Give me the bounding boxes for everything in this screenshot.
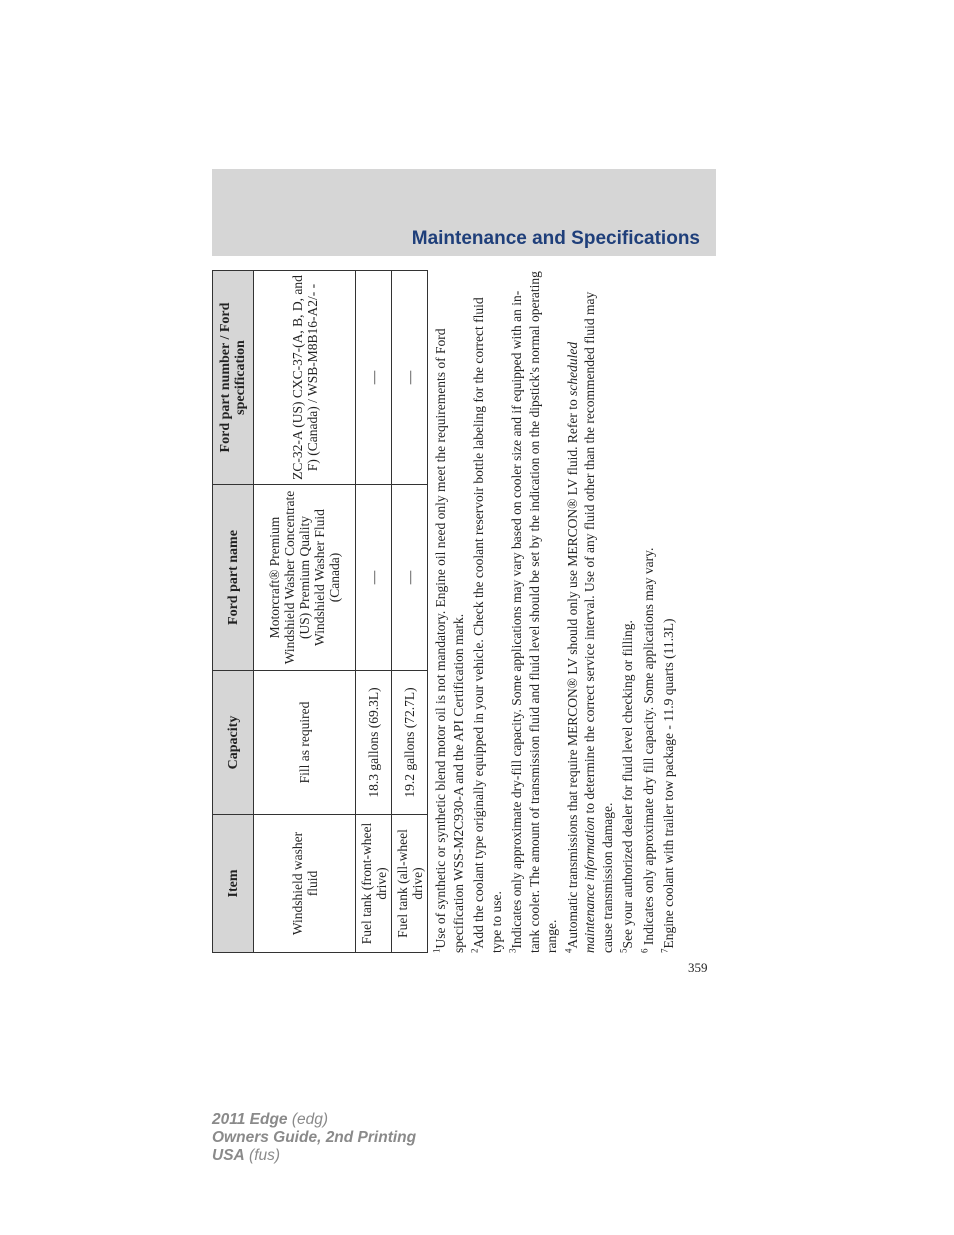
footer-market-code: (fus) bbox=[244, 1147, 281, 1164]
footnote-text: to determine the correct service interval. Use of any fluid other than the recommended fluid may cause transmission damage. bbox=[582, 291, 615, 953]
footnote-7 bbox=[660, 271, 678, 953]
table-header-row bbox=[213, 271, 254, 953]
cell-item: Fuel tank (front-wheel drive) bbox=[356, 815, 392, 953]
footnote-text: Use of synthetic or synthetic blend motor oil is not mandatory. Engine oil need only meet the requirements of Ford specification WSS-M2C930-A and the API Certification mark. bbox=[433, 328, 466, 953]
footnote-reference-link-text: scheduled maintenance information bbox=[564, 341, 597, 953]
column-header-part-name: Ford part name bbox=[213, 485, 254, 671]
table-row bbox=[356, 271, 392, 953]
table-row bbox=[392, 271, 428, 953]
page-number: 359 bbox=[688, 960, 708, 975]
cell-part-number: — bbox=[356, 271, 392, 485]
footnote-6 bbox=[640, 271, 658, 953]
cell-capacity: 19.2 gallons (72.7L) bbox=[392, 671, 428, 815]
footnote-text: Add the coolant type originally equipped in your vehicle. Check the coolant reservoir bottle labeling for the correct fluid type to use. bbox=[471, 297, 504, 953]
footnote-4 bbox=[564, 271, 617, 953]
document-footer bbox=[212, 1111, 416, 1165]
footnote-5 bbox=[619, 271, 637, 953]
footnotes bbox=[432, 271, 681, 953]
cell-capacity: 18.3 gallons (69.3L) bbox=[356, 671, 392, 815]
section-title: Maintenance and Specifications bbox=[411, 228, 700, 249]
footer-market: USA bbox=[212, 1147, 245, 1164]
cell-part-name: — bbox=[392, 485, 428, 671]
cell-item: Windshield washer fluid bbox=[254, 815, 356, 953]
footnote-marker: 2 bbox=[469, 948, 480, 953]
footnote-text: Indicates only approximate dry fill capacity. Some applications may vary. bbox=[640, 547, 656, 949]
footer-line-market bbox=[212, 1147, 416, 1165]
footer-line-model bbox=[212, 1111, 416, 1129]
footer-model: 2011 Edge bbox=[212, 1111, 288, 1128]
footnote-marker: 4 bbox=[563, 948, 573, 953]
table-row bbox=[254, 271, 356, 953]
footnote-marker: 7 bbox=[659, 948, 670, 953]
footnote-marker: 3 bbox=[507, 948, 518, 953]
cell-item: Fuel tank (all-wheel drive) bbox=[392, 815, 428, 953]
cell-part-name: — bbox=[356, 485, 392, 671]
cell-capacity: Fill as required bbox=[254, 671, 356, 815]
column-header-item: Item bbox=[213, 815, 254, 953]
footer-model-code: (edg) bbox=[287, 1111, 329, 1128]
footnote-marker: 6 bbox=[639, 948, 649, 953]
cell-part-number: — bbox=[392, 271, 428, 485]
footnote-text: Indicates only approximate dry-fill capacity. Some applications may vary based on cooler size and if equipped with an in-tank cooler. The amount of transmission fluid and fluid level should be set by the indication on the dipstick's normal operating range. bbox=[509, 271, 559, 953]
cell-part-number: ZC-32-A (US) CXC-37-(A, B, D, and F) (Canada) / WSB-M8B16-A2/- - bbox=[254, 271, 356, 485]
footnote-text: See your authorized dealer for fluid level checking or filling. bbox=[620, 620, 635, 949]
column-header-capacity: Capacity bbox=[213, 671, 254, 815]
footnote-marker: 5 bbox=[618, 948, 629, 953]
footer-line-printing: Owners Guide, 2nd Printing bbox=[212, 1129, 417, 1146]
footnote-3 bbox=[508, 271, 561, 953]
footnote-2 bbox=[470, 271, 505, 953]
footnote-text: Engine coolant with trailer tow package - 11.9 quarts (11.3L) bbox=[661, 618, 676, 949]
section-header-band bbox=[212, 169, 716, 256]
rotated-content-area bbox=[212, 271, 688, 953]
footnote-1 bbox=[432, 271, 467, 953]
capacities-table bbox=[212, 270, 428, 953]
footnote-marker: 1 bbox=[431, 948, 442, 953]
cell-part-name: Motorcraft® Premium Windshield Washer Concentrate (US) Premium Quality Windshield Washer Fluid (Canada) bbox=[254, 485, 356, 671]
column-header-part-number: Ford part number / Ford specification bbox=[213, 271, 254, 485]
footnote-text: Automatic transmissions that require MERCON® LV should only use MERCON® LV fluid. Refer to bbox=[564, 395, 580, 949]
rotated-content bbox=[212, 271, 688, 953]
